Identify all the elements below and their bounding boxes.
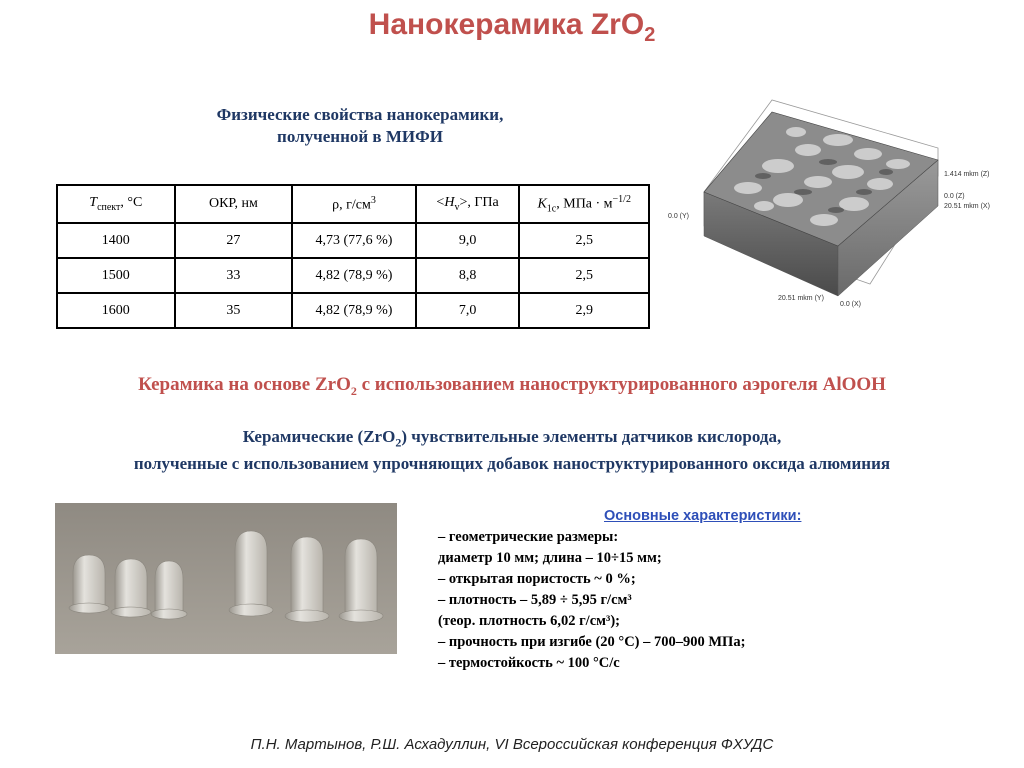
- table-cell: 27: [175, 223, 293, 258]
- table-caption-line1: Физические свойства нанокерамики,: [216, 105, 504, 124]
- table-cell: 1400: [57, 223, 175, 258]
- footer-authors: П.Н. Мартынов, Р.Ш. Асхадуллин, VI Всероссийская конференция ФХУДС: [250, 736, 774, 753]
- header-okr: ОКР, нм: [175, 185, 293, 223]
- table-cell: 9,0: [416, 223, 520, 258]
- heading2-subscript: 2: [350, 383, 357, 398]
- table-caption-line2: полученной в МИФИ: [277, 127, 443, 146]
- header-toughness: $K_{1c}$, МПа · $м^{-1/2}$: [519, 185, 649, 223]
- table-cell: 4,82 (78,9 %): [292, 258, 416, 293]
- list-item: – плотность – 5,89 ÷ 5,95 г/см³: [438, 592, 632, 608]
- table-cell: 2,9: [519, 293, 649, 328]
- table-cell: 4,82 (78,9 %): [292, 293, 416, 328]
- title-text: Нанокерамика ZrO: [368, 8, 645, 41]
- heading2-text-rest: с использованием наноструктурированного аэрогеля AlOOH: [356, 374, 886, 395]
- table-cell: 1500: [57, 258, 175, 293]
- list-item: – термостойкость ~ 100 °С/с: [438, 655, 620, 671]
- heading3-line1: Керамические (ZrO$_2$) чувствительные элементы датчиков кислорода,: [242, 427, 782, 450]
- characteristics-block: [438, 506, 998, 674]
- list-item: (теор. плотность 6,02 г/см³);: [438, 613, 621, 629]
- section-heading-sensors: [0, 426, 1024, 475]
- table-cell: 7,0: [416, 293, 520, 328]
- table-cell: 2,5: [519, 223, 649, 258]
- afm-label-x: 20.51 mkm (X): [944, 203, 990, 210]
- afm-label-y0: 0.0 (Y): [668, 213, 690, 220]
- table-row: [57, 258, 649, 293]
- afm-label-z: 1.414 mkm (Z): [944, 171, 990, 178]
- properties-table: [56, 184, 650, 329]
- afm-label-z0: 0.0 (Z): [944, 193, 965, 200]
- characteristics-title: Основные характеристики:: [604, 508, 802, 524]
- table-cell: 33: [175, 258, 293, 293]
- afm-surface-image: [668, 96, 1024, 308]
- section-heading-aerogel: [0, 374, 1024, 399]
- afm-label-x0: 0.0 (X): [840, 301, 862, 308]
- table-cell: 2,5: [519, 258, 649, 293]
- afm-label-y: 20.51 mkm (Y): [778, 295, 824, 302]
- sensor-elements-photo: [55, 503, 397, 654]
- heading3-line2: полученные с использованием упрочняющих добавок наноструктурированного оксида алюминия: [133, 454, 891, 474]
- table-row: [57, 293, 649, 328]
- table-caption: [120, 104, 600, 148]
- header-temperature: $T_{спект}$, °С: [57, 185, 175, 223]
- list-item: диаметр 10 мм; длина – 10÷15 мм;: [438, 550, 662, 566]
- table-cell: 1600: [57, 293, 175, 328]
- header-density: ρ, $г/см^3$: [292, 185, 416, 223]
- table-cell: 4,73 (77,6 %): [292, 223, 416, 258]
- heading2-text: Керамика на основе ZrO: [138, 374, 351, 395]
- table-row: [57, 223, 649, 258]
- table-cell: 35: [175, 293, 293, 328]
- slide-title: [0, 8, 1024, 47]
- header-hardness: $<H_v>$, ГПа: [416, 185, 520, 223]
- table-cell: 8,8: [416, 258, 520, 293]
- list-item: – геометрические размеры:: [438, 529, 619, 545]
- list-item: – открытая пористость ~ 0 %;: [438, 571, 636, 587]
- table-header-row: [57, 185, 649, 223]
- list-item: – прочность при изгибе (20 °С) – 700–900 МПа;: [438, 634, 746, 650]
- title-subscript: 2: [644, 24, 656, 46]
